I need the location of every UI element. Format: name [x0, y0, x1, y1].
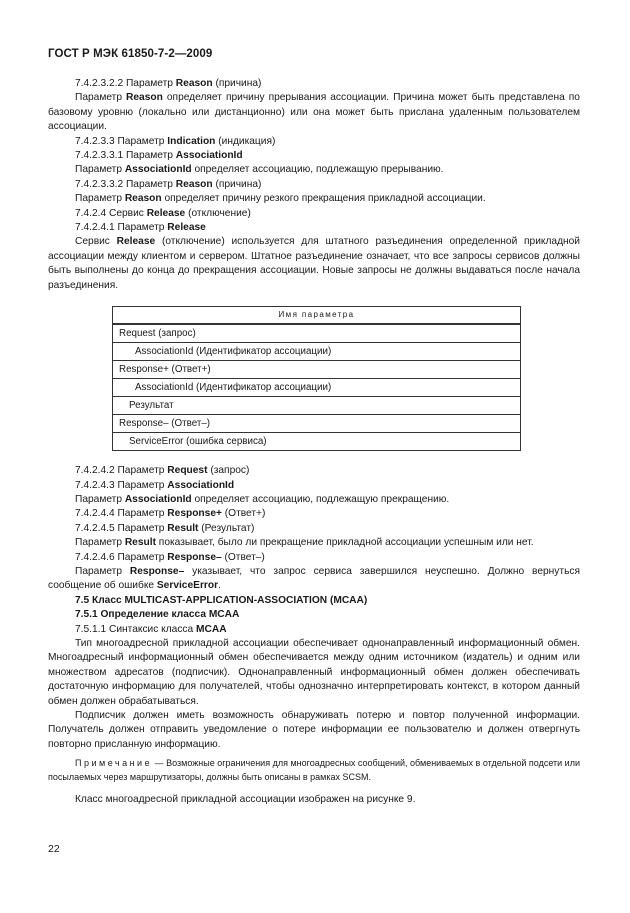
- paragraph: Параметр AssociationId определяет ассоциацию, подлежащую прекращению.: [75, 493, 450, 505]
- document-body: [48, 77, 580, 808]
- paragraph: Параметр Result показывает, было ли прекращение прикладной ассоциации успешным или нет.: [75, 537, 534, 549]
- table-cell: Response– (Ответ–): [113, 415, 521, 433]
- paragraph: Параметр AssociationId определяет ассоциацию, подлежащую прерыванию.: [75, 164, 444, 176]
- section-heading: 7.5.1 Определение класса MCAA: [75, 609, 240, 621]
- paragraph: Параметр Reason определяет причину резкого прекращения прикладной ассоциации.: [75, 193, 486, 205]
- table-row: [113, 343, 521, 361]
- table-cell: AssociationId (Идентификатор ассоциации): [113, 343, 521, 361]
- table-row: [113, 324, 521, 343]
- table-cell: AssociationId (Идентификатор ассоциации): [113, 379, 521, 397]
- section-heading: 7.4.2.4.6 Параметр Response– (Ответ–): [75, 551, 265, 563]
- table-row: [113, 361, 521, 379]
- section-heading: 7.4.2.4.3 Параметр AssociationId: [75, 479, 235, 491]
- table-cell: Request (запрос): [113, 324, 521, 343]
- section-heading: 7.5 Класс MULTICAST-APPLICATION-ASSOCIATION (MCAA): [75, 594, 368, 606]
- page-number: 22: [48, 843, 60, 855]
- note: Примечание — Возможные ограничения для многоадресных сообщений, обмениваемых в отдельной подсети или посылаемых через маршрутизаторы, должны быть описаны в рамках SCSM.: [48, 758, 580, 782]
- paragraph: Параметр Reason определяет причину прерывания ассоциации. Причина может быть представлена по базовому уровню (локально или дистанционно) или она может быть прислана удаленным пользователем ассоциации.: [48, 92, 580, 133]
- note-label: Примечание: [75, 758, 153, 769]
- page-header: ГОСТ Р МЭК 61850-7-2—2009: [48, 48, 213, 60]
- paragraph: Сервис Release (отключение) используется для штатного разъединения определенной прикладной ассоциации между клиентом и сервером. Штатное разъединение означает, что все запросы сервисов должны быть выполнены до конца до прекращения ассоциации. Новые запросы не должны выдаваться после начала разъединения.: [48, 236, 581, 291]
- paragraph: Подписчик должен иметь возможность обнаруживать потерю и повтор полученной информации. Получатель должен отправить уведомление о потере информации ее пользователю и должен отвергнуть повторно присланную информацию.: [48, 710, 580, 750]
- table-row: [113, 415, 521, 433]
- section-heading: 7.4.2.3.3.2 Параметр Reason (причина): [75, 178, 262, 190]
- section-heading: 7.5.1.1 Синтаксис класса MCAA: [75, 623, 227, 635]
- section-heading: 7.4.2.3.3 Параметр Indication (индикация): [75, 135, 276, 147]
- table-cell: ServiceError (ошибка сервиса): [113, 433, 521, 451]
- table-row: [113, 379, 521, 397]
- section-heading: 7.4.2.3.2.2 Параметр Reason (причина): [75, 78, 262, 89]
- table-header: Имя параметра: [113, 307, 521, 325]
- table-cell: Результат: [113, 397, 521, 415]
- section-heading: 7.4.2.4 Сервис Release (отключение): [75, 207, 251, 219]
- parameter-table: [112, 306, 521, 451]
- table-cell: Response+ (Ответ+): [113, 361, 521, 379]
- section-heading: 7.4.2.3.3.1 Параметр AssociationId: [75, 150, 243, 162]
- section-heading: 7.4.2.4.1 Параметр Release: [75, 222, 206, 234]
- section-heading: 7.4.2.4.4 Параметр Response+ (Ответ+): [75, 508, 266, 520]
- table-row: [113, 433, 521, 451]
- section-heading: 7.4.2.4.5 Параметр Result (Результат): [75, 522, 255, 534]
- paragraph: Тип многоадресной прикладной ассоциации обеспечивает однонаправленный информационный обмен. Многоадресный информационный обмен обеспечивается между одним источником (издатель) и одним или множеством адресатов (подписчик). Однонаправленный информационный обмен должен обеспечивать достаточную информацию для получателей, чтобы однозначно интерпретировать контекст, в котором данный обмен должен обрабатываться.: [48, 637, 580, 707]
- section-heading: 7.4.2.4.2 Параметр Request (запрос): [75, 465, 250, 477]
- table-header-row: [113, 307, 521, 325]
- paragraph: Класс многоадресной прикладной ассоциации изображен на рисунке 9.: [75, 794, 416, 806]
- paragraph: Параметр Response– указывает, что запрос сервиса завершился неуспешно. Должно вернуться сообщение об ошибке ServiceError.: [48, 565, 580, 592]
- table-row: [113, 397, 521, 415]
